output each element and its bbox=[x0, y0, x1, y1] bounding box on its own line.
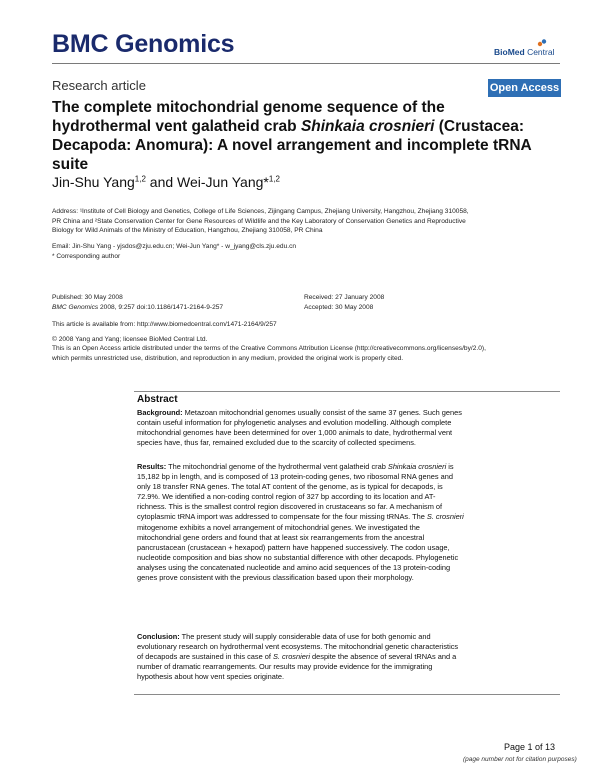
dates-info bbox=[304, 293, 544, 312]
title-line: Decapoda: Anomura): A novel arrangement and incomplete tRNA bbox=[52, 137, 532, 154]
author-emails: Email: Jin-Shu Yang - yjsdos@zju.edu.cn; Wei-Jun Yang* - w_jyang@cls.zju.edu.cn bbox=[52, 243, 297, 250]
abstract-top-rule bbox=[134, 391, 560, 393]
copyright: © 2008 Yang and Yang; licensee BioMed Central Ltd. bbox=[52, 336, 208, 343]
received-date: Received: 27 January 2008 bbox=[304, 294, 385, 301]
accepted-date: Accepted: 30 May 2008 bbox=[304, 303, 374, 311]
publisher-logo bbox=[494, 38, 560, 60]
corresponding-author-note: * Corresponding author bbox=[52, 253, 121, 260]
journal-title: BMC Genomics bbox=[52, 30, 235, 58]
authors: Jin-Shu Yang$^{1,2}$ and Wei-Jun Yang*$^{1,2}$ bbox=[52, 174, 280, 190]
title-line: hydrothermal vent galatheid crab Shinkaia crosnieri (Crustacea: bbox=[52, 118, 525, 135]
title-line: suite bbox=[52, 156, 89, 173]
abstract-bottom-rule bbox=[134, 694, 560, 695]
published-date: Published: 30 May 2008 bbox=[52, 294, 123, 301]
abstract-heading: Abstract bbox=[137, 394, 178, 405]
citation: BMC Genomics 2008, 9:257 doi:10.1186/1471-2164-9-257 bbox=[52, 303, 224, 311]
article-url: This article is available from: http://www.biomedcentral.com/1471-2164/9/257 bbox=[52, 321, 277, 328]
article-type: Research article bbox=[52, 78, 146, 93]
page-number-note: (page number not for citation purposes) bbox=[463, 756, 577, 763]
affiliations: Address: ¹Institute of Cell Biology and Genetics, College of Life Sciences, Zijingang Campus, Zhejiang University, Hangzhou, Zhejiang 310058, PR China and ²State Conservation Center for Gene Resources of Wildlife and the Key Laboratory of Conservation Genetics and Reproductive Biology for Wild Animals of the Ministry of Education, Hangzhou, Zhejiang 310058, PR China bbox=[52, 208, 469, 235]
author-name: Jin-Shu Yang bbox=[52, 174, 135, 190]
abstract-conclusion: Conclusion: The present study will supply considerable data of use for both genomic and evolutionary research on hydrothermal vent ecosystems. The mitochondrial genetic characteristics of decapods are sustained in this case of S. crosnieri despite the absence of several tRNAs and a number of dramatic rearrangements. Our results may provide evidence for the immigrating hypothesis about how vent species originate. bbox=[137, 632, 459, 682]
license: This is an Open Access article distributed under the terms of the Creative Commons Attribution License (http://creativecommons.org/licenses/by/2.0), which permits unrestricted use, distribution, and reproduction in any medium, provided the original work is properly cited. bbox=[52, 345, 486, 362]
header-rule bbox=[52, 63, 560, 64]
article-title bbox=[52, 98, 552, 174]
open-access-badge: Open Access bbox=[488, 79, 561, 97]
page-number: Page 1 of 13 bbox=[504, 742, 556, 752]
author-name: Wei-Jun Yang* bbox=[177, 174, 269, 190]
title-line: The complete mitochondrial genome sequence of the bbox=[52, 99, 445, 116]
publisher-name: BioMed Central bbox=[494, 47, 555, 57]
publication-info bbox=[52, 293, 292, 312]
abstract-background: Background: Metazoan mitochondrial genomes usually consist of the same 37 genes. Such genes contain useful information for phylogenetic analyses and evolution modelling. Although complete mitochondrial genomes have been determined for over 1,000 animals to date, hydrothermal vent species have, thus far, remained excluded due to the scarcity of collected specimens. bbox=[137, 408, 462, 448]
abstract-results: Results: The mitochondrial genome of the hydrothermal vent galatheid crab Shinkaia crosnieri is 15,182 bp in length, and is composed of 13 protein-coding genes, two ribosomal RNA genes and only 18 transfer RNA genes. The total AT content of the genome, as is typical for decapods, is 72.9%. We identified a non-coding control region of 327 bp according to its location and AT- richness. This is the smallest control region discovered in crustaceans so far. A mechanism of cytoplasmic tRNA import was addressed to compensate for the four missing tRNAs. The S. crosnieri mitogenome exhibits a novel arrangement of mitochondrial genes. We investigated the mitochondrial gene orders and found that at least six rearrangements from the ancestral pancrustacean (crustacean + hexapod) pattern have happened successively. The codon usage, nucleotide composition and bias show no substantial difference with other decapods. Phylogenetic analyses using the concatenated nucleotide and amino acid sequences of the 13 protein-coding genes prove consistent with the previous classification based upon their morphology. bbox=[137, 462, 464, 583]
